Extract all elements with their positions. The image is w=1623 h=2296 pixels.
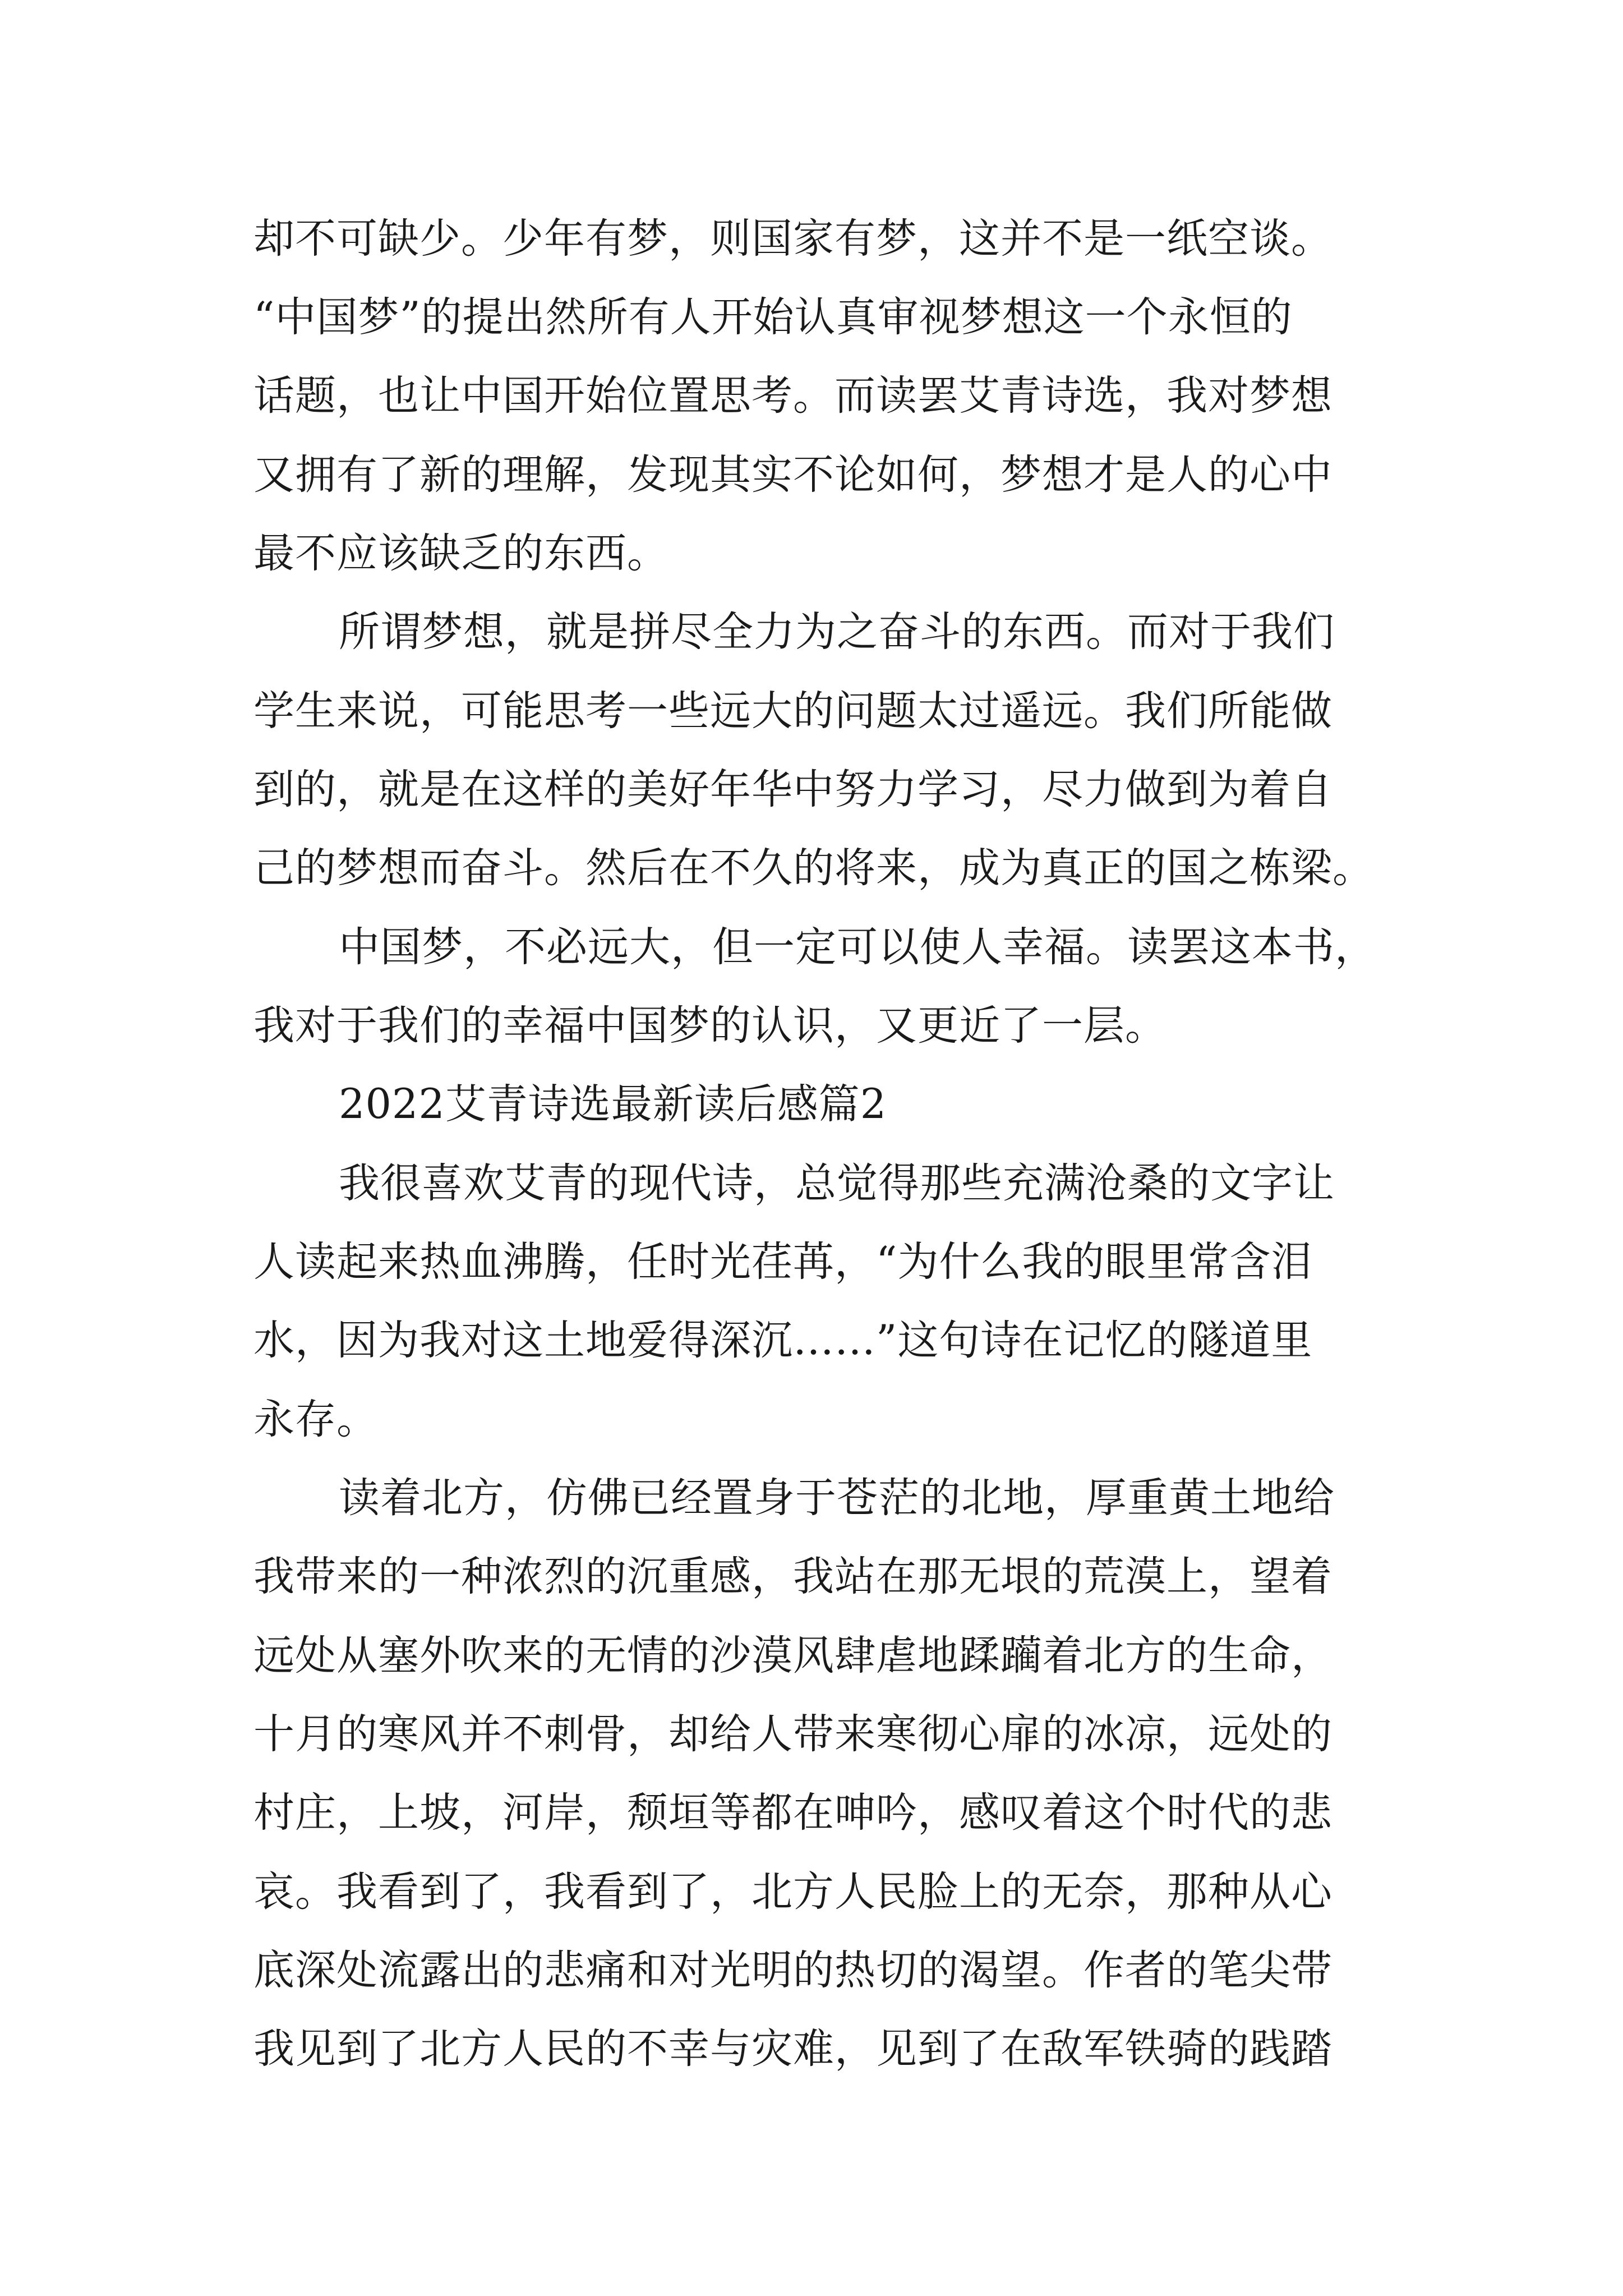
text-line: 到的，就是在这样的美好年华中努力学习，尽力做到为着自 (253, 766, 1332, 813)
text-line: 底深处流露出的悲痛和对光明的热切的渴望。作者的笔尖带 (253, 1947, 1332, 1994)
text-line: 我对于我们的幸福中国梦的认识，又更近了一层。 (253, 1002, 1166, 1050)
text-line: 最不应该缺乏的东西。 (253, 530, 668, 577)
text-line: 人读起来热血沸腾，任时光荏苒，“为什么我的眼里常含泪 (253, 1238, 1313, 1286)
text-line: 十月的寒风并不刺骨，却给人带来寒彻心扉的冰凉，远处的 (253, 1710, 1332, 1758)
text-line: 我带来的一种浓烈的沉重感，我站在那无垠的荒漠上，望着 (253, 1553, 1332, 1600)
text-line: 哀。我看到了，我看到了，北方人民脸上的无奈，那种从心 (253, 1868, 1332, 1916)
text-line: 学生来说，可能思考一些远大的问题太过遥远。我们所能做 (253, 687, 1332, 735)
text-line: 我很喜欢艾青的现代诗，总觉得那些充满沧桑的文字让 (339, 1159, 1335, 1207)
text-line: “中国梦”的提出然所有人开始认真审视梦想这一个永恒的 (253, 293, 1293, 341)
text-line: 永存。 (253, 1396, 378, 1443)
text-line: 己的梦想而奋斗。然后在不久的将来，成为真正的国之栋梁。 (253, 844, 1374, 892)
text-line: 所谓梦想，就是拼尽全力为之奋斗的东西。而对于我们 (339, 608, 1335, 656)
section-heading: 2022艾青诗选最新读后感篇2 (339, 1080, 887, 1128)
text-line: 又拥有了新的理解，发现其实不论如何，梦想才是人的心中 (253, 451, 1332, 499)
text-line: 村庄，上坡，河岸，颓垣等都在呻吟，感叹着这个时代的悲 (253, 1789, 1332, 1837)
text-line: 我见到了北方人民的不幸与灾难，见到了在敌军铁骑的践踏 (253, 2025, 1332, 2073)
text-line: 水，因为我对这土地爱得深沉……”这句诗在记忆的隧道里 (253, 1317, 1313, 1364)
text-line: 中国梦，不必远大，但一定可以使人幸福。读罢这本书， (339, 923, 1376, 971)
text-line: 远处从塞外吹来的无情的沙漠风肆虐地蹂躏着北方的生命， (253, 1632, 1332, 1680)
text-line: 话题，也让中国开始位置思考。而读罢艾青诗选，我对梦想 (253, 372, 1332, 420)
text-line: 读着北方，仿佛已经置身于苍茫的北地，厚重黄土地给 (339, 1474, 1335, 1522)
text-line: 却不可缺少。少年有梦，则国家有梦，这并不是一纸空谈。 (253, 215, 1332, 263)
